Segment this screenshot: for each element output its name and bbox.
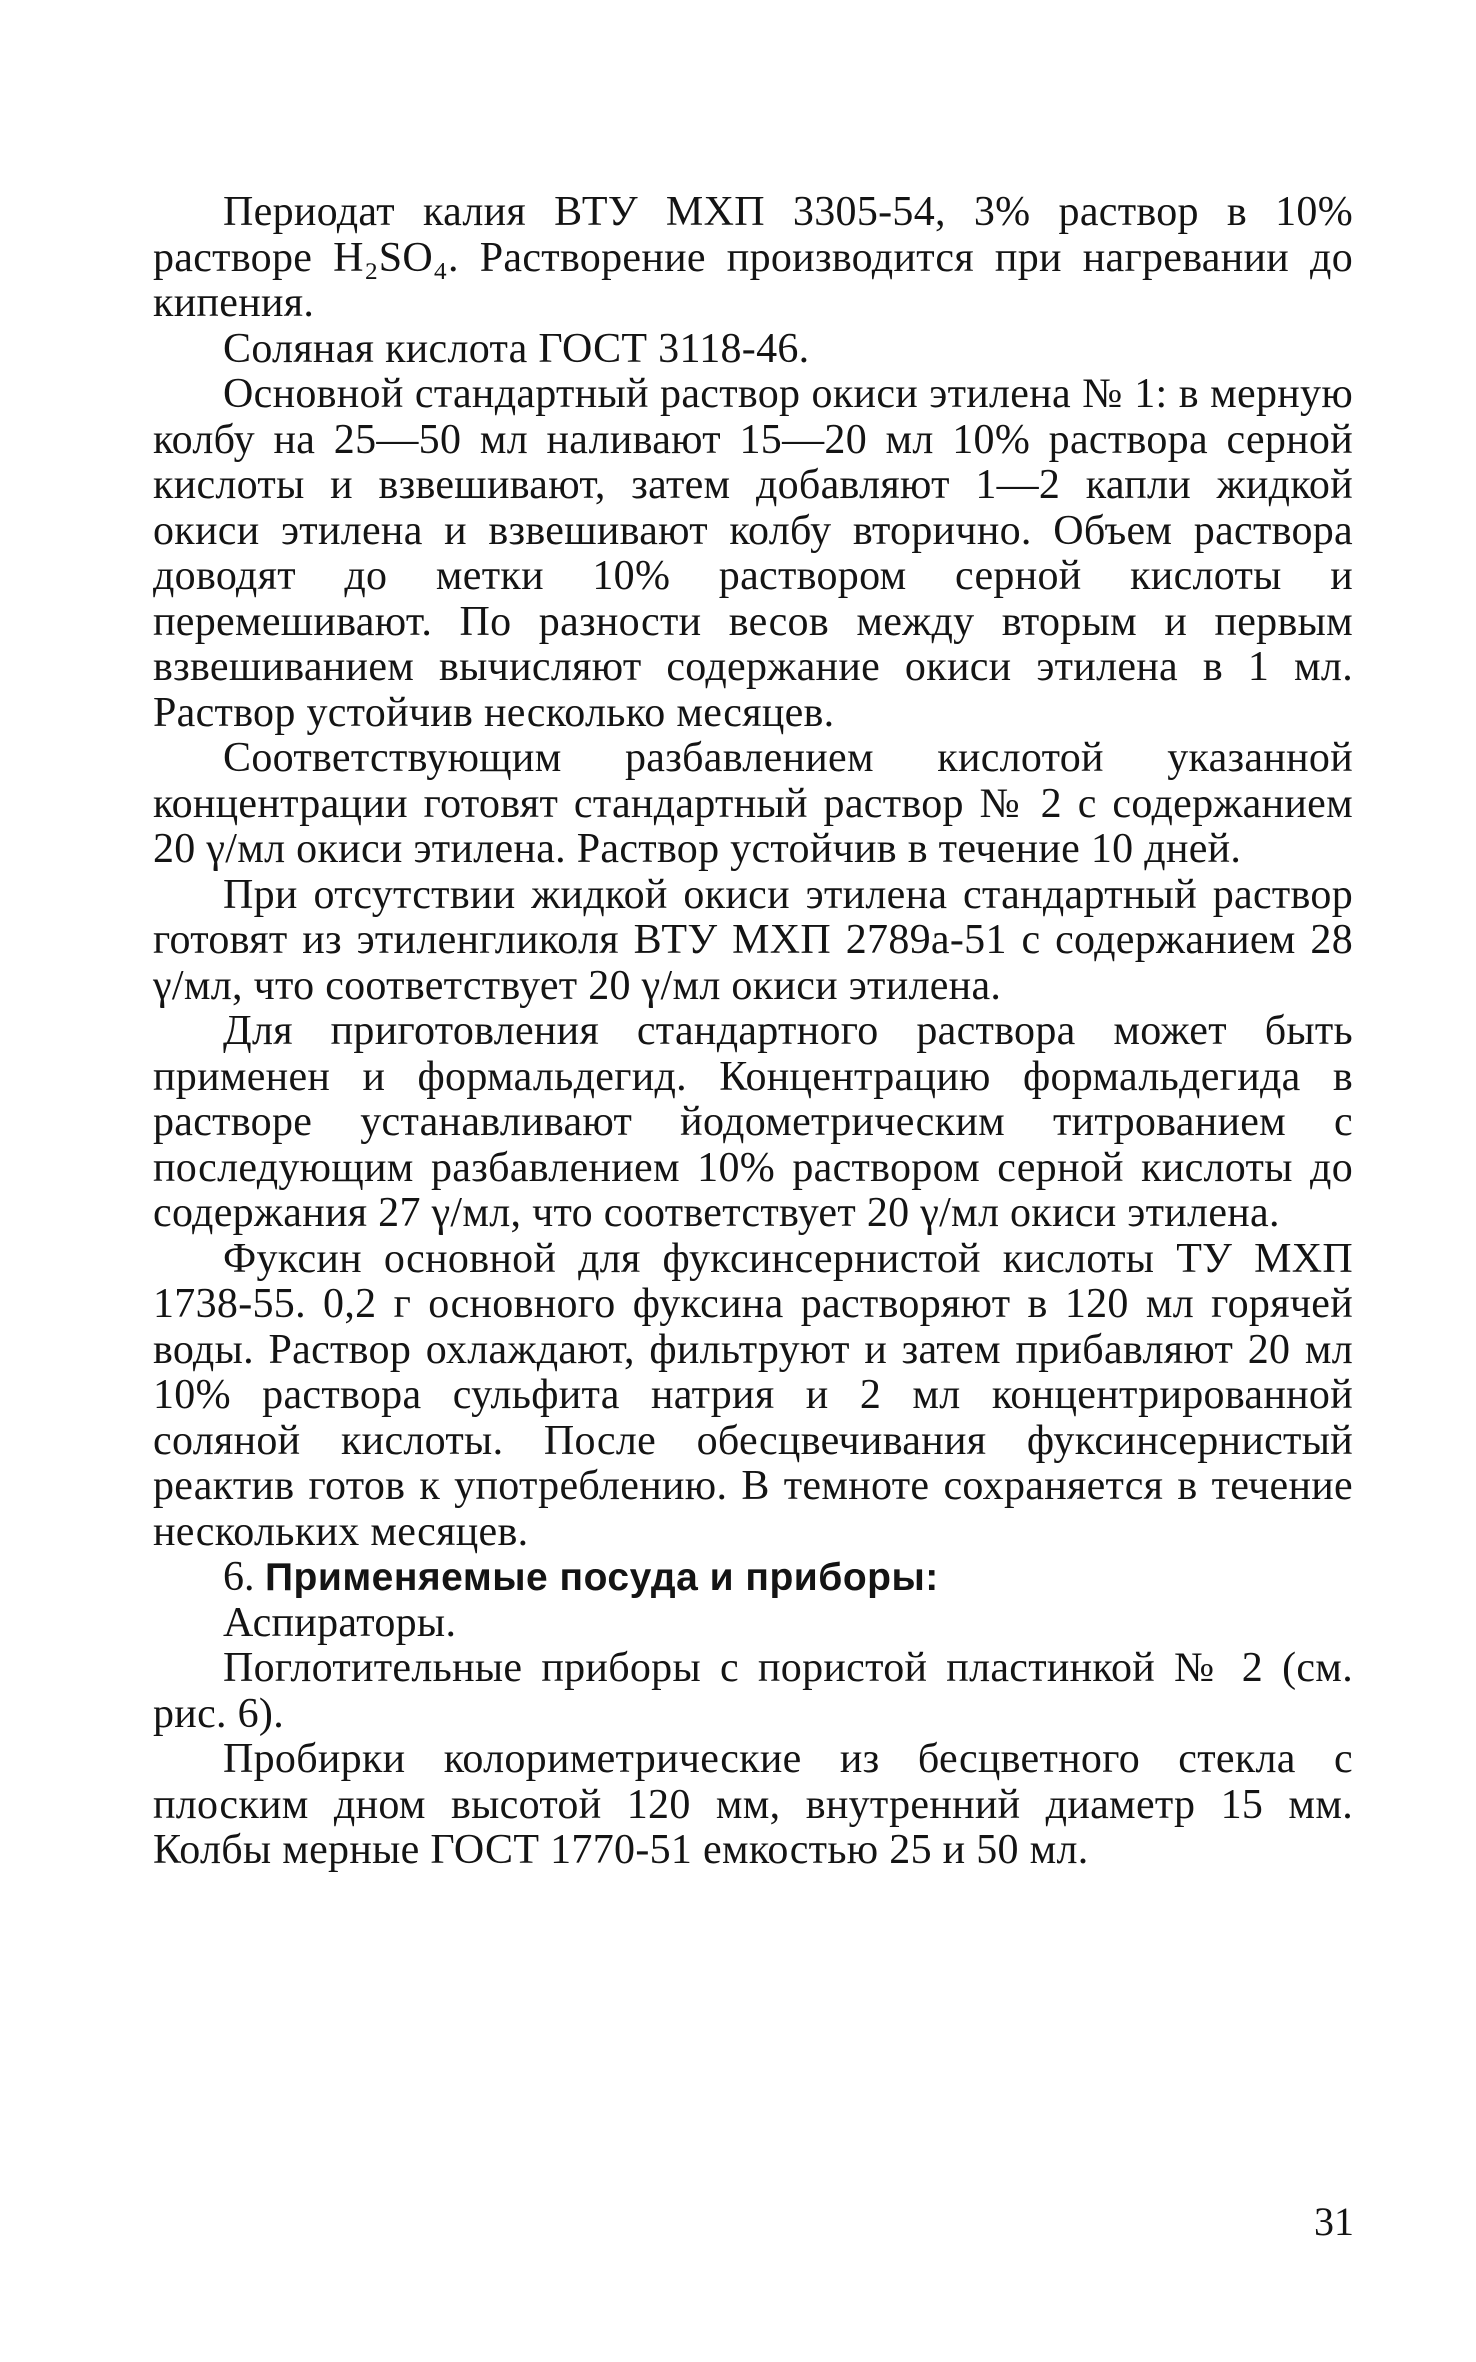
paragraph-formaldehyde: Для приготовления стандартного раствора может быть применен и формальдегид. Концентрацию формальдегида в растворе устанавливают йодометрическим титрованием с последующим разбавлением 10% раствором серной кислоты до содержания 27 γ/мл, что соответствует 20 γ/мл окиси этилена. — [153, 1008, 1353, 1236]
page-body — [153, 190, 1353, 1874]
paragraph-potassium-periodate: Периодат калия ВТУ МХП 3305-54, 3% раствор в 10% растворе H₂SO₄. Растворение производится при нагревании до кипения. — [153, 189, 1353, 326]
paragraph-absorption-devices: Поглотительные приборы с пористой пластинкой № 2 (см. рис. 6). — [153, 1645, 1353, 1737]
section-number: 6. — [223, 1554, 255, 1600]
page-number: 31 — [1314, 2199, 1354, 2244]
section-heading — [153, 1555, 1353, 1601]
paragraph-fuchsin: Фуксин основной для фуксинсернистой кислоты ТУ МХП 1738-55. 0,2 г основного фуксина растворяют в 120 мл горячей воды. Раствор охлаждают, фильтруют и затем прибавляют 20 мл 10% раствора сульфита натрия и 2 мл концентрированной соляной кислоты. После обесцвечивания фуксинсернистый реактив готов к употреблению. В темноте сохраняется в течение нескольких месяцев. — [153, 1235, 1353, 1555]
section-title: Применяемые посуда и приборы: — [265, 1556, 939, 1599]
paragraph-hydrochloric-acid: Соляная кислота ГОСТ 3118-46. — [223, 325, 810, 372]
paragraph-test-tubes: Пробирки колориметрические из бесцветного стекла с плоским дном высотой 120 мм, внутренний диаметр 15 мм. Колбы мерные ГОСТ 1770-51 емкостью 25 и 50 мл. — [153, 1736, 1353, 1873]
paragraph-stock-standard-solution: Основной стандартный раствор окиси этилена № 1: в мерную колбу на 25—50 мл наливают 15—20 мл 10% раствора серной кислоты и взвешивают, затем добавляют 1—2 капли жидкой окиси этилена и взвешивают колбу вторично. Объем раствора доводят до метки 10% раствором серной кислоты и перемешивают. По разности весов между вторым и первым взвешиванием вычисляют содержание окиси этилена в 1 мл. Раствор устойчив несколько месяцев. — [153, 371, 1353, 736]
paragraph-standard-solution-2: Соответствующим разбавлением кислотой указанной концентрации готовят стандартный раствор № 2 с содержанием 20 γ/мл окиси этилена. Раствор устойчив в течение 10 дней. — [153, 735, 1353, 872]
paragraph-aspirators: Аспираторы. — [223, 1599, 457, 1646]
paragraph-ethylene-glycol: При отсутствии жидкой окиси этилена стандартный раствор готовят из этиленгликоля ВТУ МХП 2789а-51 с содержанием 28 γ/мл, что соответствует 20 γ/мл окиси этилена. — [153, 871, 1353, 1009]
